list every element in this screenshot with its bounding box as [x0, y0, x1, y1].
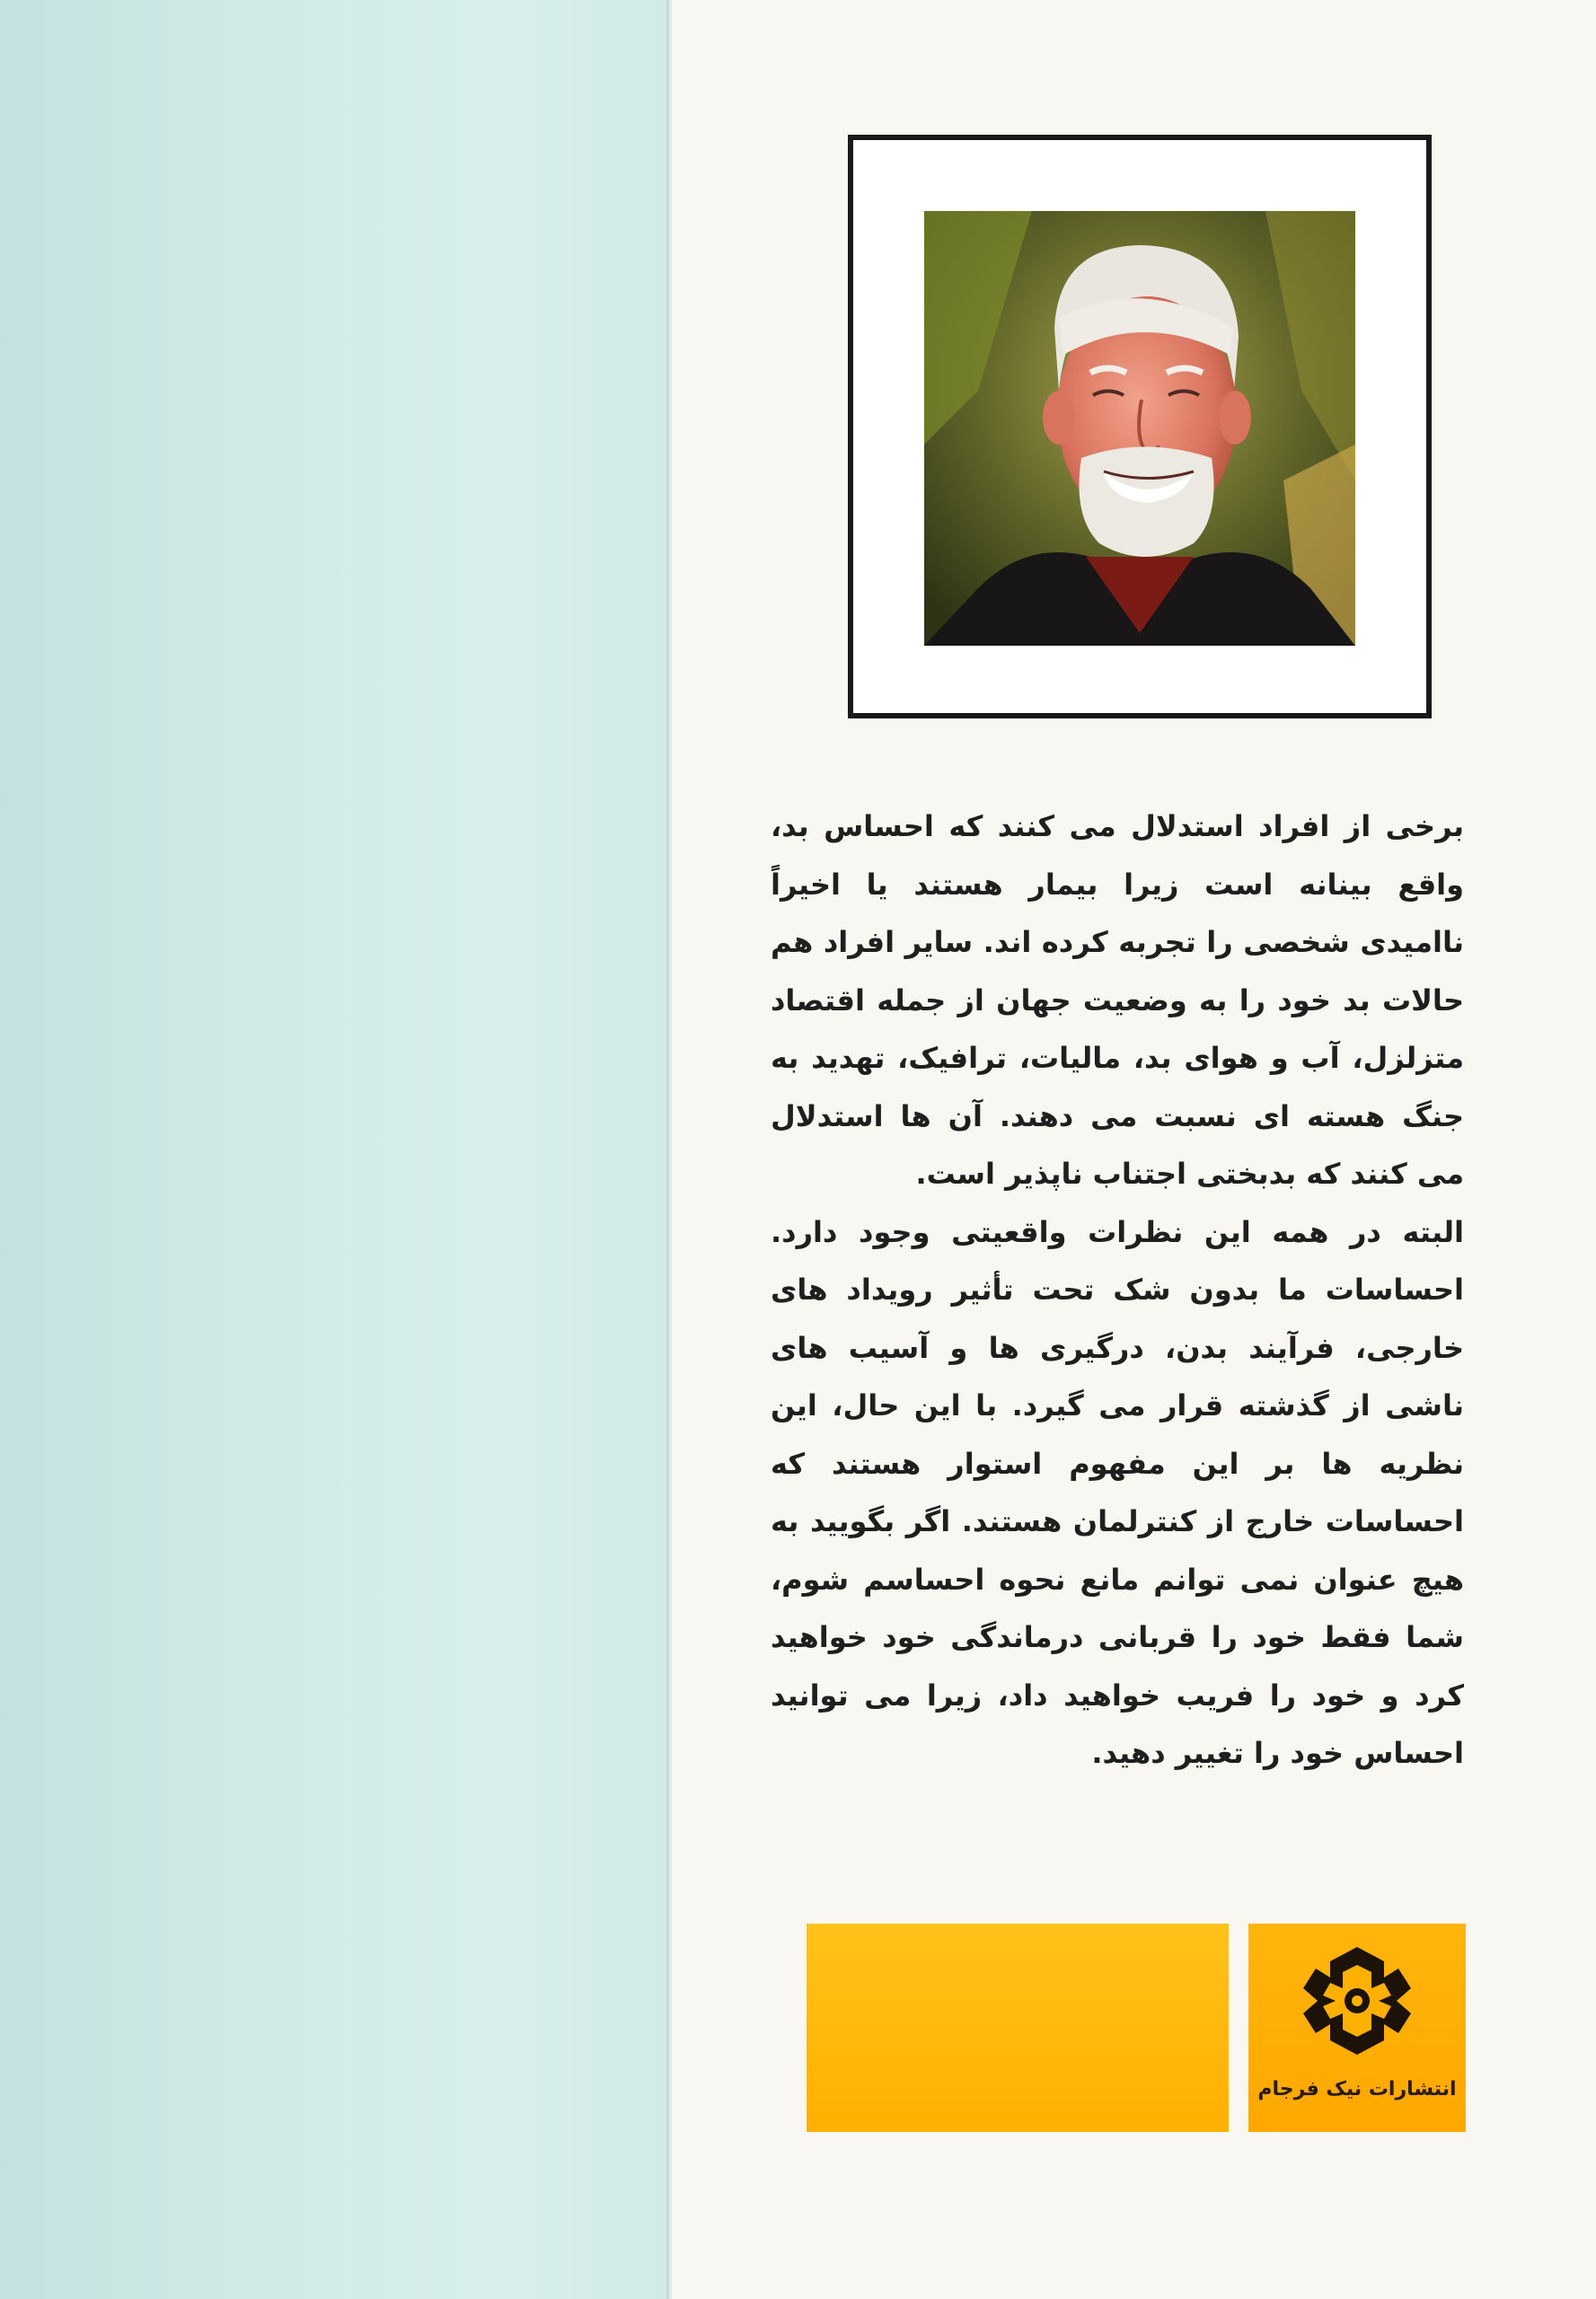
- author-photo-frame: [848, 135, 1432, 718]
- publisher-logo-icon: [1298, 1942, 1416, 2060]
- back-cover-text: [771, 797, 1464, 1783]
- publisher-block: [1248, 1924, 1466, 2132]
- publisher-name: انتشارات نیک فرجام: [1257, 2078, 1457, 2101]
- barcode-area: [807, 1924, 1229, 2132]
- author-portrait-icon: [924, 211, 1355, 646]
- paragraph: برخی از افراد استدلال می کنند که احساس بد، واقع بینانه است زیرا بیمار هستند یا اخیراً ناامیدی شخصی را تجربه کرده اند. سایر افراد هم حالات بد خود را به وضعیت جهان از جمله اقتصاد متزلزل، آب و هوای بد، مالیات، ترافیک، تهدید به جنگ هسته ای نسبت می دهند. آن ها استدلال می کنند که بدبختی اجتناب ناپذیر است.: [771, 809, 1464, 1191]
- paragraph: البته در همه این نظرات واقعیتی وجود دارد. احساسات ما بدون شک تحت تأثیر رویداد های خارجی، فرآیند بدن، درگیری ها و آسیب های ناشی از گذشته قرار می گیرد. با این حال، این نظریه ها بر این مفهوم استوار هستند که احساسات خارج از کنترلمان هستند. اگر بگویید به هیچ عنوان نمی توانم مانع نحوه احساسم شوم، شما فقط خود را قربانی درماندگی خود خواهید کرد و خود را فریب خواهید داد، زیرا می توانید احساس خود را تغییر دهید.: [771, 1214, 1464, 1770]
- book-spine: [0, 0, 666, 2299]
